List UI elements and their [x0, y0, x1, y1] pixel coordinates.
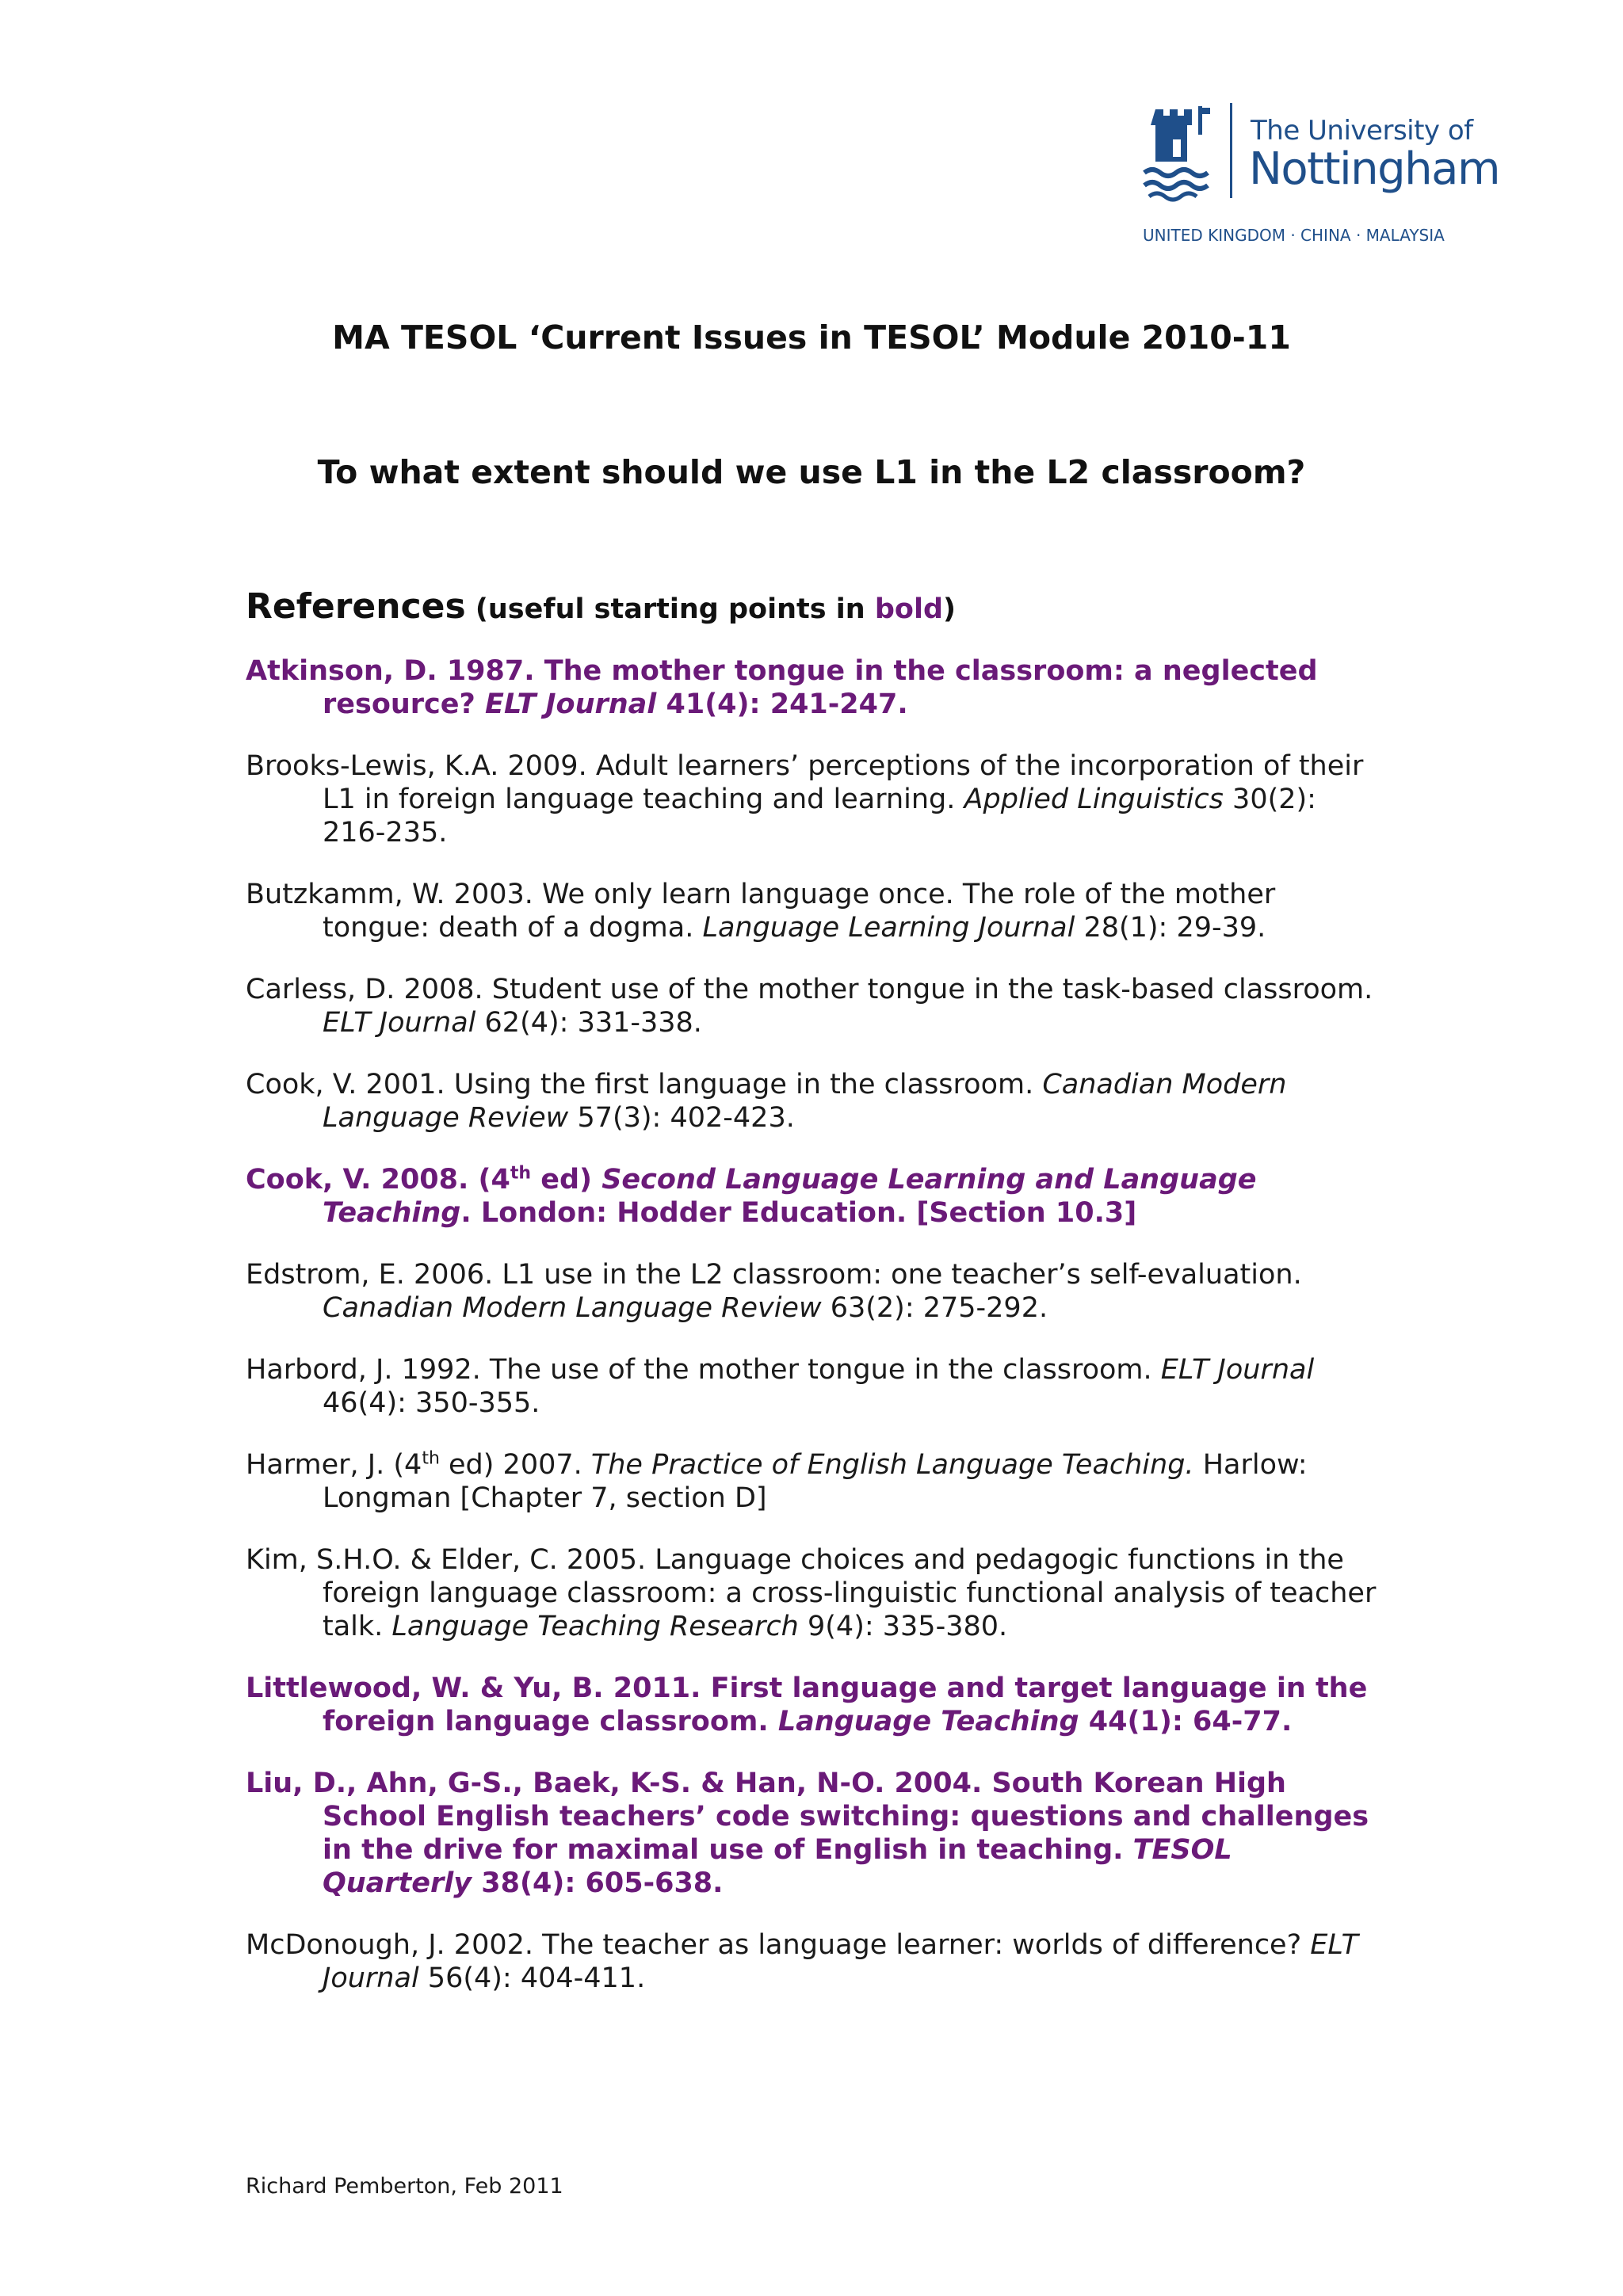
- reference-source-title: The Practice of English Language Teaching.: [590, 1449, 1194, 1481]
- reference-text: Edstrom, E. 2006. L1 use in the L2 classroom: one teacher’s self-evaluation.: [246, 1259, 1302, 1291]
- reference-text: Butzkamm, W. 2003. We only learn language once. The role of the mother tongue: death of a dogma.: [246, 879, 1276, 944]
- reference-source-title: ELT Journal: [323, 1929, 1358, 1994]
- footer-author-date: Richard Pemberton, Feb 2011: [246, 2174, 563, 2199]
- reference-source-title: Applied Linguistics: [964, 784, 1224, 815]
- reference-details: 44(1): 64-77.: [1079, 1706, 1293, 1737]
- reference-text: McDonough, J. 2002. The teacher as language learner: worlds of difference?: [246, 1929, 1311, 1961]
- logo-university-of: The University of: [1251, 115, 1473, 147]
- reference-entry-key: [246, 1767, 1387, 1900]
- reference-entry-key: [246, 1163, 1387, 1230]
- reference-text: Carless, D. 2008. Student use of the mother tongue in the task-based classroom.: [246, 974, 1373, 1005]
- reference-details: . London: Hodder Education. [Section 10.3]: [460, 1197, 1137, 1229]
- reference-details: 46(4): 350-355.: [323, 1387, 540, 1419]
- reference-entry-key: [246, 654, 1387, 721]
- reference-details: 63(2): 275-292.: [821, 1292, 1048, 1324]
- reference-entry: [246, 1068, 1387, 1135]
- references-heading-note-suffix: ): [943, 593, 957, 625]
- reference-source-title: TESOL Quarterly: [323, 1834, 1232, 1899]
- reference-details: 30(2): 216-235.: [323, 784, 1316, 849]
- reference-text: Littlewood, W. & Yu, B. 2011. First language and target language in the foreign language classroom.: [246, 1672, 1368, 1737]
- reference-text: Atkinson, D. 1987. The mother tongue in the classroom: a neglected resource?: [246, 655, 1318, 720]
- reference-entry: [246, 1448, 1387, 1515]
- reference-details: 62(4): 331-338.: [475, 1007, 702, 1039]
- reference-entry: [246, 1353, 1387, 1420]
- reference-source-title: Language Teaching: [777, 1706, 1079, 1737]
- reference-text: Brooks-Lewis, K.A. 2009. Adult learners’ perceptions of the incorporation of their L1 in foreign language teaching and learning.: [246, 750, 1364, 815]
- reference-entry-key: [246, 1672, 1387, 1738]
- reference-entry: [246, 973, 1387, 1039]
- reference-details: 9(4): 335-380.: [798, 1611, 1008, 1642]
- reference-source-title: Canadian Modern Language Review: [323, 1069, 1287, 1134]
- reference-text: ed) 2007.: [439, 1449, 591, 1481]
- reference-entry: [246, 1928, 1387, 1995]
- reference-details: 38(4): 605-638.: [472, 1867, 724, 1899]
- document-subtitle: To what extent should we use L1 in the L2 classroom?: [317, 453, 1306, 491]
- reference-entry: [246, 878, 1387, 944]
- references-heading-label: References: [246, 586, 466, 627]
- reference-text: Harbord, J. 1992. The use of the mother tongue in the classroom.: [246, 1354, 1161, 1386]
- references-heading: [246, 586, 956, 627]
- reference-entry: [246, 749, 1387, 849]
- reference-details: 28(1): 29-39.: [1075, 912, 1266, 944]
- reference-details: 57(3): 402-423.: [568, 1102, 795, 1134]
- reference-text: Liu, D., Ahn, G-S., Baek, K-S. & Han, N-O. 2004. South Korean High School English teachers’ code switching: questions and challenges in the drive for maximal use of English in teaching.: [246, 1768, 1369, 1866]
- reference-source-title: Language Teaching Research: [391, 1611, 799, 1642]
- reference-text: Cook, V. 2008. (4: [246, 1164, 510, 1196]
- reference-entry: [246, 1543, 1387, 1643]
- reference-details: 56(4): 404-411.: [418, 1962, 646, 1994]
- university-logo: [1141, 99, 1500, 250]
- logo-nottingham: Nottingham: [1249, 143, 1500, 195]
- logo-tagline: UNITED KINGDOM · CHINA · MALAYSIA: [1143, 226, 1445, 245]
- reference-source-title: Canadian Modern Language Review: [323, 1292, 822, 1324]
- reference-entry: [246, 1258, 1387, 1325]
- reference-details: Harlow: Longman [Chapter 7, section D]: [323, 1449, 1308, 1514]
- reference-source-title: Language Learning Journal: [702, 912, 1075, 944]
- reference-source-title: Second Language Learning and Language Teaching: [323, 1164, 1257, 1229]
- references-heading-note-prefix: (useful starting points in: [465, 593, 875, 625]
- document-title: MA TESOL ‘Current Issues in TESOL’ Module 2010-11: [332, 318, 1291, 357]
- logo-divider: [1230, 103, 1232, 198]
- reference-text: ed): [531, 1164, 602, 1196]
- reference-details: 41(4): 241-247.: [656, 688, 908, 720]
- reference-text: Harmer, J. (4: [246, 1449, 422, 1481]
- reference-text: Cook, V. 2001. Using the first language in the classroom.: [246, 1069, 1043, 1100]
- reference-source-title: ELT Journal: [1160, 1354, 1315, 1386]
- reference-source-title: ELT Journal: [485, 688, 657, 720]
- castle-tower-icon: [1141, 103, 1212, 202]
- references-heading-note-bold: bold: [874, 593, 944, 625]
- reference-text: Kim, S.H.O. & Elder, C. 2005. Language choices and pedagogic functions in the foreign language classroom: a cross-linguistic functional analysis of teacher talk.: [246, 1544, 1377, 1642]
- reference-list: [246, 654, 1387, 2023]
- reference-superscript: th: [422, 1448, 440, 1469]
- reference-source-title: ELT Journal: [323, 1007, 476, 1039]
- reference-superscript: th: [510, 1163, 532, 1184]
